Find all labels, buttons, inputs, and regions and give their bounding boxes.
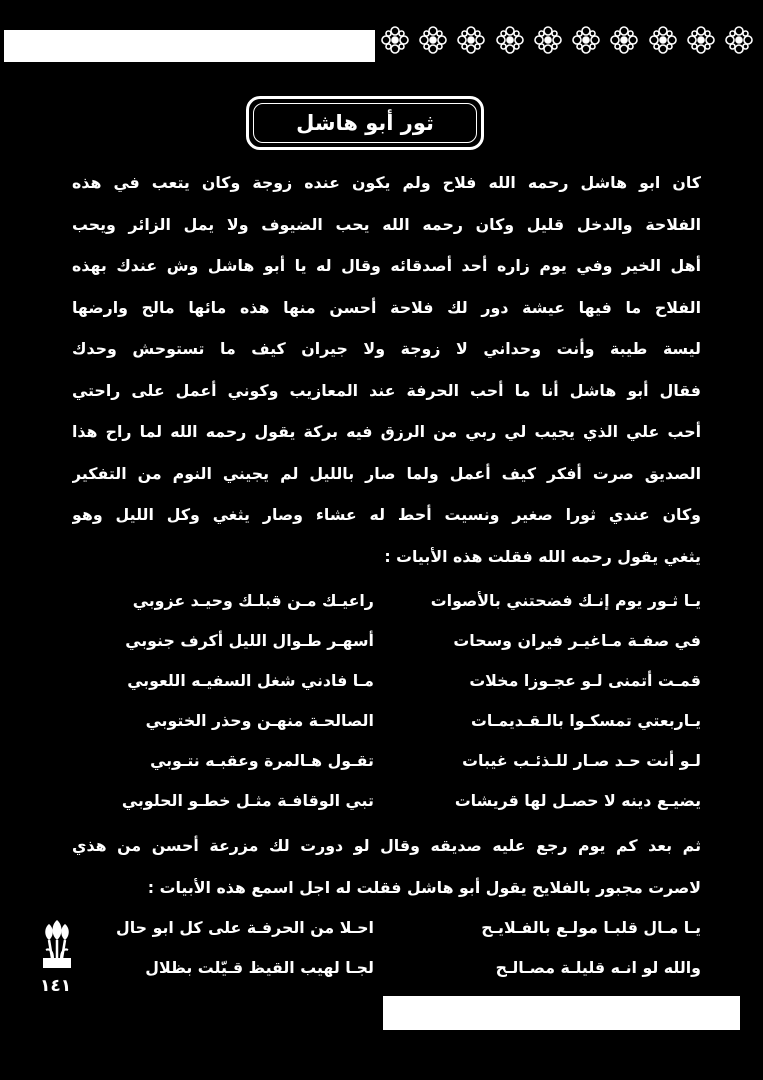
flower-icon [569, 23, 603, 61]
text-line: يثغي يقول رحمه الله فقلت هذه الأبيات : [384, 546, 701, 566]
text-line: أحب علي الذي يجيب لي ربي من الرزق فيه بركة يقول رحمه الله لما راح هذا [72, 422, 701, 441]
flower-icon [378, 23, 412, 61]
verse-row [72, 741, 701, 781]
page-number: ١٤١ [40, 976, 72, 996]
text-line: وكان عندي ثورا صغير ونسيت أحط له عشاء وصار يثغي وكل الليل وهو [72, 505, 701, 524]
verse-row [72, 781, 701, 821]
verse-first-hemistich: يـا مـال قلبـا مولـع بالفـلايـح [481, 918, 701, 937]
verse-first-hemistich: قمـت أتمنى لـو عجـوزا مخلات [469, 671, 701, 690]
verse-second-hemistich: تبي الوقافـة مثـل خطـو الحلوبي [121, 791, 374, 810]
flower-icon [646, 23, 680, 61]
paragraph-1 [72, 162, 701, 577]
verse-second-hemistich: تقـول هـالمرة وعقبـه نتـوبي [150, 751, 374, 770]
verse-row [72, 908, 701, 948]
flower-icon [416, 23, 450, 61]
text-line: الفلاحة والدخل قليل وكان رحمه الله يحب الضيوف ولا يمل الزائر ويحب [72, 214, 701, 234]
page-title: ثور أبو هاشل [296, 111, 434, 135]
text-line: فقال أبو هاشل أنا ما أحب الحرفة عند المعازيب وكوني أعمل على راحتي [72, 380, 701, 400]
ornament-strip [378, 20, 756, 64]
verse-row [72, 701, 701, 741]
verse-first-hemistich: والله لو انـه قليلـة مصـالـح [495, 958, 701, 977]
text-line: الفلاح ما فيها عيشة دور لك فلاحة أحسن منها هذه مائها مالح وارضها [72, 297, 701, 317]
verse-row [72, 621, 701, 661]
text-line: ليسة طيبة وأنت وحداني لا زوجة ولا جيران كيف ما تستوحش وحدك [72, 339, 701, 358]
body-text [72, 162, 701, 988]
flower-icon [531, 23, 565, 61]
text-line: أهل الخير وفي يوم زاره أحد أصدقائه وقال له يا أبو هاشل وش عندك بهذه [72, 256, 701, 275]
verse-second-hemistich: لجـا لهيب القيظ قـيّلت بظلال [145, 958, 374, 977]
paragraph-2 [72, 825, 701, 908]
verse-first-hemistich: في صفـة مـاغيـر فيران وسحات [453, 631, 701, 650]
tulip-icon [40, 920, 74, 972]
flower-icon [607, 23, 641, 61]
text-line: كان ابو هاشل رحمه الله فلاح ولم يكون عنده زوجة وكان يتعب في هذه [72, 173, 701, 192]
title-box [246, 96, 484, 150]
flower-icon [493, 23, 527, 61]
top-white-bar [4, 30, 375, 62]
verse-second-hemistich: أسهـر طـوال الليل أكرف جنوبي [125, 631, 374, 650]
text-line: لاصرت مجبور بالفلايح يقول أبو هاشل فقلت له اجل اسمع هذه الأبيات : [147, 877, 701, 897]
flower-icon [722, 23, 756, 61]
verses-2 [72, 908, 701, 988]
verse-second-hemistich: راعيـك مـن قبلـك وحيـد عزوبي [132, 591, 374, 610]
text-line: الصديق صرت أفكر كيف أعمل ولما صار بالليل لم يجيني النوم من التفكير [72, 463, 701, 483]
verse-first-hemistich: يضيـع دينه لا حصـل لها قريشات [454, 791, 701, 810]
flower-icon [684, 23, 718, 61]
verse-first-hemistich: لـو أنت حـد صـار للـذئـب غيبات [462, 751, 701, 770]
verse-first-hemistich: يـاربعتي تمسكـوا بالـقـديمـات [471, 711, 701, 730]
verses-1 [72, 581, 701, 821]
verse-first-hemistich: يـا ثـور يوم إنـك فضحتني بالأصوات [430, 591, 701, 610]
verse-second-hemistich: الصالحـة منهـن وحذر الختوبي [145, 711, 374, 730]
verse-second-hemistich: احـلا من الحرفـة على كل ابو حال [116, 918, 374, 937]
verse-row [72, 948, 701, 988]
verse-row [72, 581, 701, 621]
verse-second-hemistich: مـا فادني شغل السفيـه اللعوبي [127, 671, 374, 690]
bottom-white-bar [383, 996, 740, 1030]
text-line: ثم بعد كم يوم رجع عليه صديقه وقال لو دورت لك مزرعة أحسن من هذي [72, 836, 701, 855]
verse-row [72, 661, 701, 701]
flower-icon [454, 23, 488, 61]
